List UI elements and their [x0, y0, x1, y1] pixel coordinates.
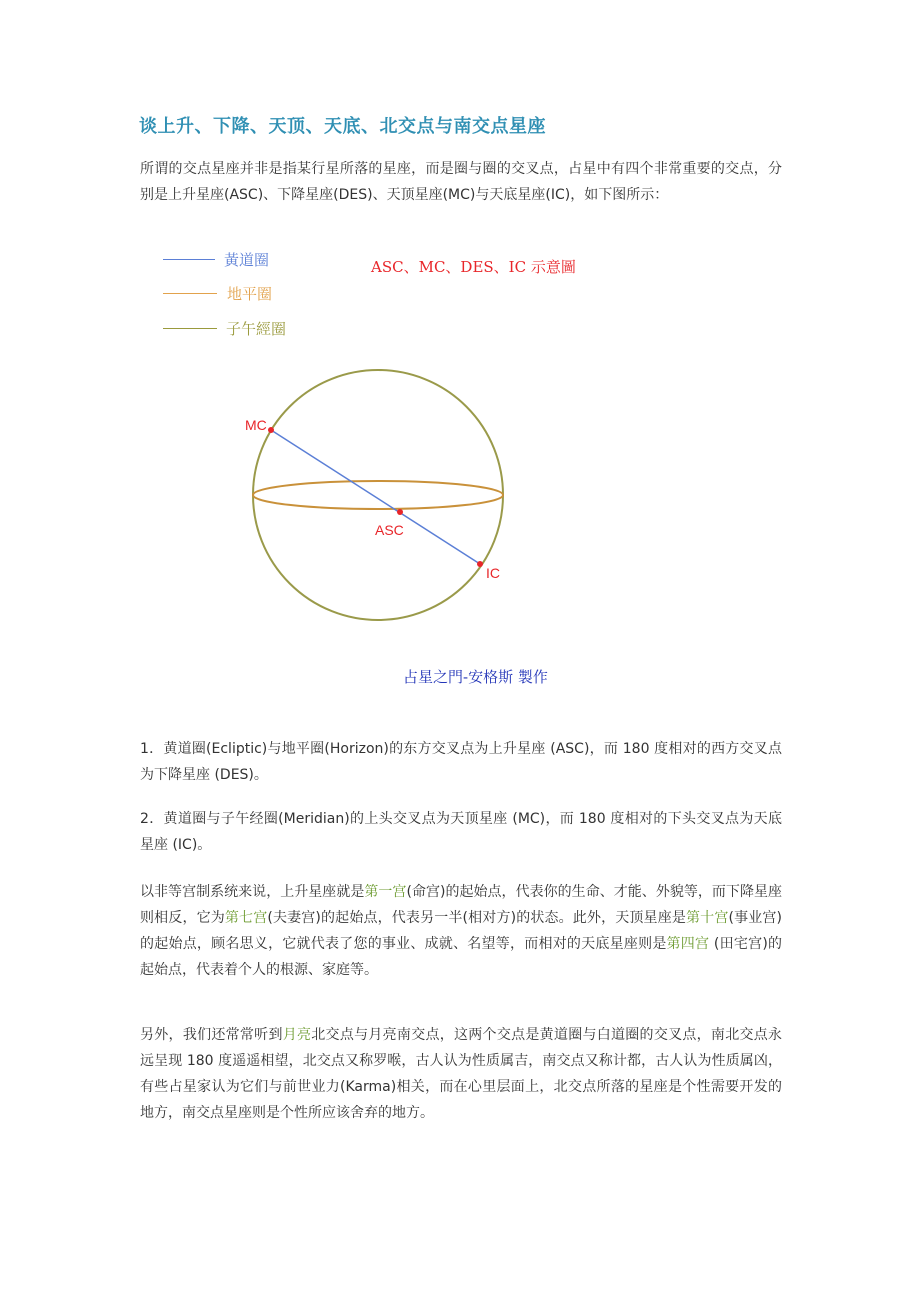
page-title: 谈上升、下降、天顶、天底、北交点与南交点星座 [139, 116, 546, 137]
ecliptic-line [271, 430, 480, 564]
asc-point [397, 509, 403, 515]
text-span: 北交点与月亮南交点，这两个交点是黄道圈与白道圈的交叉点，南北交点永远呈现 180 度遥遥相望，北交点又称罗喉，古人认为性质属吉，南交点又称计都，古人认为性质属凶，有些占星家认为它们与前世业力(Karma)相关，而在心里层面上，北交点所落的星座是个性需要开发的地方，南交点星座则是个性所应该舍弃的地方。 [140, 1027, 783, 1121]
paragraph-mc-ic: 2．黄道圈与子午经圈(Meridian)的上头交叉点为天顶星座 (MC)，而 180 度相对的下头交叉点为天底星座 (IC)。 [140, 811, 782, 853]
ic-label: IC [486, 565, 500, 581]
intro-paragraph: 所谓的交点星座并非是指某行星所落的星座，而是圈与圈的交叉点，占星中有四个非常重要的交点，分别是上升星座(ASC)、下降星座(DES)、天顶星座(MC)与天底星座(IC)，如下图所示： [140, 161, 782, 203]
diagram-title: ASC、MC、DES、IC 示意圖 [371, 258, 576, 276]
ic-point [477, 561, 483, 567]
text-span: 以非等宫制系统来说，上升星座就是 [140, 884, 365, 900]
paragraph-asc-des: 1．黄道圈(Ecliptic)与地平圈(Horizon)的东方交叉点为上升星座 (ASC)，而 180 度相对的西方交叉点为下降星座 (DES)。 [140, 741, 782, 783]
text-span: (命宫)的起始点，代表你的生命、才能、外貌等，而下降星座则相反，它为 [140, 884, 782, 926]
text-span: 另外，我们还常常听到 [140, 1027, 283, 1043]
celestial-sphere-diagram [230, 355, 530, 630]
meridian-circle [253, 370, 503, 620]
text-span: (田宅宫)的起始点，代表着个人的根源、家庭等。 [140, 936, 783, 978]
horizon-legend-label: 地平圈 [227, 285, 273, 303]
paragraph-houses [140, 879, 782, 983]
link-seventh-house[interactable]: 第七宫 [224, 910, 268, 926]
text-span: (事业宫)的起始点，顾名思义，它就代表了您的事业、成就、名望等，而相对的天底星座则是 [140, 910, 782, 952]
ecliptic-legend-line [163, 259, 215, 260]
link-fourth-house[interactable]: 第四宫 [666, 936, 710, 952]
horizon-ellipse [253, 481, 503, 509]
meridian-legend-line [163, 328, 217, 329]
diagram-credit: 占星之門-安格斯 製作 [403, 668, 548, 686]
meridian-legend-label: 子午經圈 [226, 320, 287, 338]
link-tenth-house[interactable]: 第十宫 [686, 910, 729, 926]
ecliptic-legend-label: 黃道圈 [224, 251, 270, 269]
text-span: (夫妻宫)的起始点，代表另一半(相对方)的状态。此外，天顶星座是 [267, 910, 687, 926]
mc-label: MC [245, 417, 267, 433]
link-first-house[interactable]: 第一宫 [364, 884, 407, 900]
mc-point [268, 427, 274, 433]
link-moon[interactable]: 月亮 [282, 1027, 312, 1043]
horizon-legend-line [163, 293, 217, 294]
paragraph-lunar-nodes [140, 1022, 782, 1126]
asc-label: ASC [375, 522, 404, 538]
